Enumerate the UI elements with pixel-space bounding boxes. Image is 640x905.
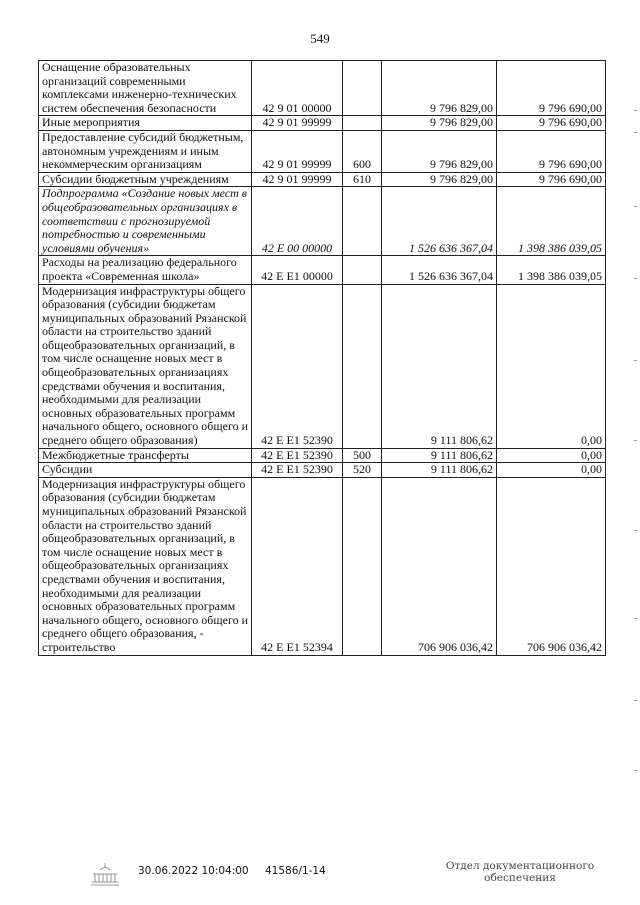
row-target-code: 42 Е 00 00000 <box>252 187 343 256</box>
row-amount-2: 1 398 386 039,05 <box>497 187 606 256</box>
row-amount-2: 9 796 690,00 <box>497 172 606 187</box>
row-expense-type <box>343 256 382 284</box>
row-amount-1: 9 111 806,62 <box>382 463 497 478</box>
row-name: Подпрограмма «Создание новых мест в общеобразовательных организациях в соответствии с прогнозируемой потребностью и современными условиями обучения» <box>39 187 252 256</box>
table-row <box>39 477 606 655</box>
table-row <box>39 187 606 256</box>
row-name: Оснащение образовательных организаций современными комплексами инженерно-технических систем обеспечения безопасности <box>39 61 252 116</box>
row-name: Субсидии <box>39 463 252 478</box>
registration-datetime: 30.06.2022 10:04:00 <box>138 865 249 877</box>
row-target-code: 42 Е Е1 52390 <box>252 284 343 448</box>
row-target-code: 42 9 01 99999 <box>252 172 343 187</box>
row-amount-2: 706 906 036,42 <box>497 477 606 655</box>
row-expense-type <box>343 116 382 131</box>
table-row <box>39 172 606 187</box>
table-row <box>39 256 606 284</box>
scan-edge-marks <box>631 110 637 810</box>
row-expense-type <box>343 477 382 655</box>
row-amount-2: 0,00 <box>497 463 606 478</box>
row-amount-1: 9 111 806,62 <box>382 284 497 448</box>
row-name: Иные мероприятия <box>39 116 252 131</box>
row-target-code: 42 Е Е1 52390 <box>252 463 343 478</box>
row-name: Субсидии бюджетным учреждениям <box>39 172 252 187</box>
row-amount-2: 0,00 <box>497 284 606 448</box>
registration-number: 41586/1-14 <box>265 865 326 877</box>
row-target-code: 42 9 01 99999 <box>252 130 343 172</box>
row-amount-1: 9 111 806,62 <box>382 448 497 463</box>
row-amount-1: 9 796 829,00 <box>382 172 497 187</box>
row-target-code: 42 Е Е1 00000 <box>252 256 343 284</box>
row-amount-2: 1 398 386 039,05 <box>497 256 606 284</box>
table-row <box>39 116 606 131</box>
row-expense-type <box>343 284 382 448</box>
registration-stamp <box>0 860 640 890</box>
row-name: Модернизация инфраструктуры общего образования (субсидии бюджетам муниципальных образований Рязанской области на строительство зданий общеобразовательных организаций, в том числе оснащение новых мест в общеобразовательных организациях средствами обучения и воспитания, необходимыми для реализации основных образовательных программ начального общего, основного общего и среднего общего образования, - строительство <box>39 477 252 655</box>
row-amount-1: 9 796 829,00 <box>382 116 497 131</box>
row-target-code: 42 9 01 99999 <box>252 116 343 131</box>
row-expense-type: 500 <box>343 448 382 463</box>
row-name: Расходы на реализацию федерального проекта «Современная школа» <box>39 256 252 284</box>
row-target-code: 42 Е Е1 52390 <box>252 448 343 463</box>
row-amount-1: 9 796 829,00 <box>382 61 497 116</box>
table-row <box>39 130 606 172</box>
department-name: Отдел документационного обеспечения <box>445 860 595 884</box>
row-amount-2: 9 796 690,00 <box>497 116 606 131</box>
row-target-code: 42 9 01 00000 <box>252 61 343 116</box>
row-expense-type: 610 <box>343 172 382 187</box>
table-row <box>39 284 606 448</box>
row-name: Межбюджетные трансферты <box>39 448 252 463</box>
row-expense-type <box>343 187 382 256</box>
row-expense-type: 520 <box>343 463 382 478</box>
budget-table-body <box>39 61 606 656</box>
row-amount-1: 706 906 036,42 <box>382 477 497 655</box>
row-amount-1: 1 526 636 367,04 <box>382 256 497 284</box>
row-expense-type: 600 <box>343 130 382 172</box>
row-name: Предоставление субсидий бюджетным, автономным учреждениям и иным некоммерческим организациям <box>39 130 252 172</box>
row-amount-1: 1 526 636 367,04 <box>382 187 497 256</box>
table-row <box>39 463 606 478</box>
budget-table <box>38 60 606 656</box>
row-amount-2: 9 796 690,00 <box>497 130 606 172</box>
row-target-code: 42 Е Е1 52394 <box>252 477 343 655</box>
row-expense-type <box>343 61 382 116</box>
row-amount-2: 9 796 690,00 <box>497 61 606 116</box>
table-row <box>39 448 606 463</box>
duma-building-emblem-icon <box>88 860 122 894</box>
page-number: 549 <box>310 31 330 46</box>
row-amount-1: 9 796 829,00 <box>382 130 497 172</box>
row-amount-2: 0,00 <box>497 448 606 463</box>
row-name: Модернизация инфраструктуры общего образования (субсидии бюджетам муниципальных образований Рязанской области на строительство зданий общеобразовательных организаций, в том числе оснащение новых мест в общеобразовательных организациях средствами обучения и воспитания, необходимыми для реализации основных образовательных программ начального общего, основного общего и среднего общего образования) <box>39 284 252 448</box>
table-row <box>39 61 606 116</box>
